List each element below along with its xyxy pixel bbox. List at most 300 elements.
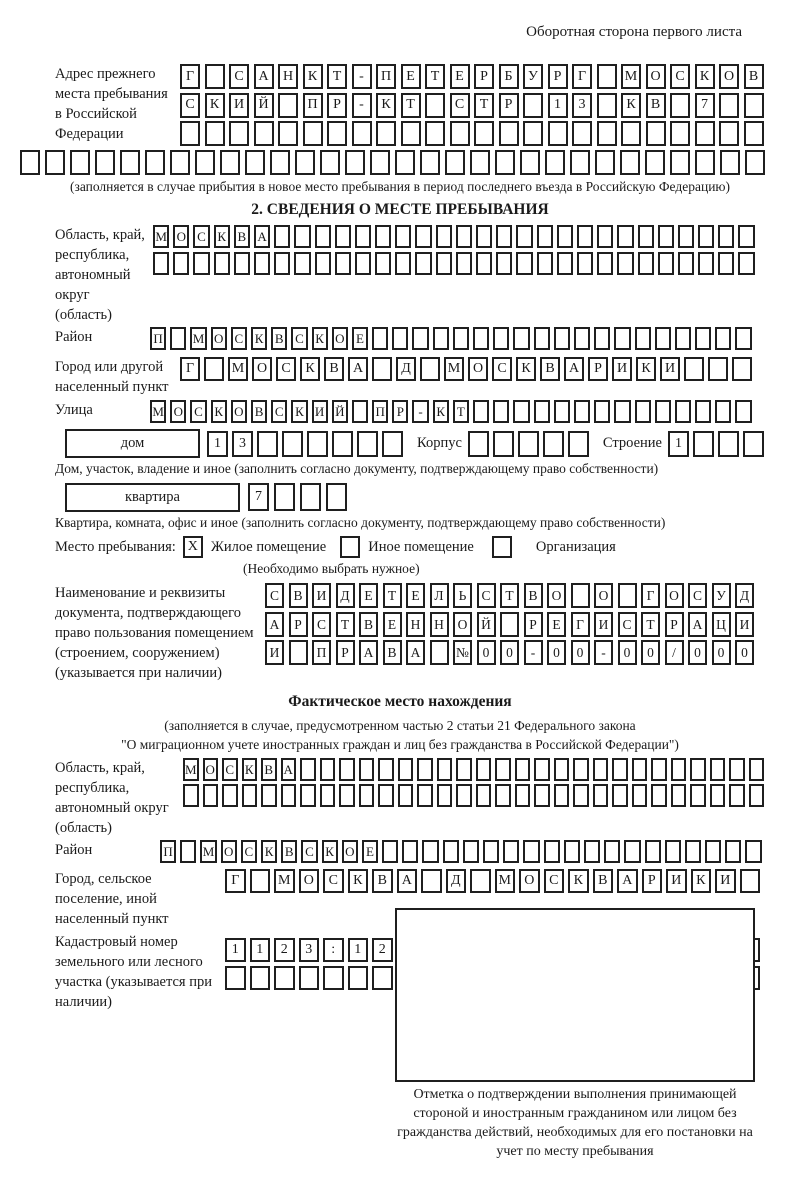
char-cell[interactable] <box>456 758 472 781</box>
char-cell[interactable] <box>638 252 654 275</box>
char-cell[interactable]: О <box>468 357 488 381</box>
char-cell[interactable] <box>430 640 449 665</box>
char-cell[interactable] <box>495 758 511 781</box>
char-cell[interactable]: О <box>252 357 272 381</box>
char-cell[interactable] <box>718 252 734 275</box>
char-cell[interactable]: Е <box>401 64 421 89</box>
char-cell[interactable] <box>690 758 706 781</box>
char-cell[interactable] <box>493 431 514 457</box>
char-cell[interactable] <box>436 225 452 248</box>
char-cell[interactable]: Й <box>332 400 348 423</box>
char-cell[interactable] <box>401 121 421 146</box>
char-cell[interactable] <box>554 400 570 423</box>
char-cell[interactable] <box>473 327 489 350</box>
char-cell[interactable] <box>205 121 225 146</box>
char-cell[interactable] <box>421 869 442 893</box>
char-cell[interactable]: Т <box>327 64 347 89</box>
char-cell[interactable] <box>332 431 353 457</box>
char-cell[interactable] <box>614 327 630 350</box>
char-cell[interactable] <box>729 784 745 807</box>
char-cell[interactable] <box>515 784 531 807</box>
char-cell[interactable] <box>299 966 320 990</box>
char-cell[interactable]: Д <box>396 357 416 381</box>
char-cell[interactable] <box>453 327 469 350</box>
char-cell[interactable]: В <box>261 758 277 781</box>
char-cell[interactable] <box>597 252 613 275</box>
char-cell[interactable] <box>595 150 615 175</box>
char-cell[interactable] <box>153 252 169 275</box>
char-cell[interactable] <box>572 121 592 146</box>
char-cell[interactable]: В <box>646 93 666 118</box>
char-cell[interactable] <box>516 252 532 275</box>
char-cell[interactable] <box>395 225 411 248</box>
char-cell[interactable] <box>450 121 470 146</box>
char-cell[interactable]: 0 <box>641 640 660 665</box>
char-cell[interactable]: С <box>670 64 690 89</box>
char-cell[interactable] <box>278 93 298 118</box>
char-cell[interactable] <box>420 357 440 381</box>
char-cell[interactable]: О <box>221 840 237 863</box>
char-cell[interactable] <box>425 93 445 118</box>
char-cell[interactable] <box>658 225 674 248</box>
char-cell[interactable] <box>573 784 589 807</box>
char-cell[interactable]: Ь <box>453 583 472 608</box>
char-cell[interactable]: 0 <box>500 640 519 665</box>
char-cell[interactable]: К <box>291 400 307 423</box>
char-cell[interactable]: К <box>303 64 323 89</box>
char-cell[interactable] <box>690 784 706 807</box>
char-cell[interactable] <box>339 758 355 781</box>
char-cell[interactable] <box>503 840 519 863</box>
char-cell[interactable] <box>420 150 440 175</box>
char-cell[interactable] <box>570 150 590 175</box>
char-cell[interactable]: Т <box>641 612 660 637</box>
char-cell[interactable] <box>300 483 321 511</box>
char-cell[interactable]: Н <box>406 612 425 637</box>
char-cell[interactable] <box>474 121 494 146</box>
char-cell[interactable] <box>534 784 550 807</box>
char-cell[interactable]: 3 <box>572 93 592 118</box>
char-cell[interactable] <box>425 121 445 146</box>
char-cell[interactable] <box>470 869 491 893</box>
char-cell[interactable]: О <box>665 583 684 608</box>
char-cell[interactable] <box>281 784 297 807</box>
char-cell[interactable]: 7 <box>248 483 269 511</box>
char-cell[interactable] <box>422 840 438 863</box>
char-cell[interactable]: К <box>205 93 225 118</box>
char-cell[interactable] <box>684 357 704 381</box>
char-cell[interactable] <box>632 758 648 781</box>
char-cell[interactable]: М <box>495 869 516 893</box>
char-cell[interactable]: О <box>519 869 540 893</box>
char-cell[interactable]: 0 <box>688 640 707 665</box>
char-cell[interactable]: К <box>691 869 712 893</box>
char-cell[interactable] <box>456 784 472 807</box>
char-cell[interactable] <box>257 431 278 457</box>
char-cell[interactable] <box>577 252 593 275</box>
char-cell[interactable] <box>632 784 648 807</box>
char-cell[interactable] <box>339 784 355 807</box>
char-cell[interactable]: С <box>180 93 200 118</box>
char-cell[interactable] <box>352 121 372 146</box>
char-cell[interactable] <box>719 121 739 146</box>
char-cell[interactable] <box>593 758 609 781</box>
char-cell[interactable] <box>749 758 765 781</box>
char-cell[interactable] <box>720 150 740 175</box>
char-cell[interactable] <box>655 400 671 423</box>
char-cell[interactable] <box>315 252 331 275</box>
char-cell[interactable] <box>735 400 751 423</box>
char-cell[interactable]: Е <box>362 840 378 863</box>
char-cell[interactable]: П <box>312 640 331 665</box>
char-cell[interactable] <box>548 121 568 146</box>
char-cell[interactable] <box>675 327 691 350</box>
char-cell[interactable]: В <box>251 400 267 423</box>
char-cell[interactable]: С <box>291 327 307 350</box>
char-cell[interactable]: 1 <box>225 938 246 962</box>
char-cell[interactable] <box>378 758 394 781</box>
char-cell[interactable]: А <box>406 640 425 665</box>
char-cell[interactable]: М <box>200 840 216 863</box>
char-cell[interactable]: П <box>150 327 166 350</box>
char-cell[interactable]: В <box>372 869 393 893</box>
char-cell[interactable] <box>545 150 565 175</box>
char-cell[interactable]: И <box>660 357 680 381</box>
char-cell[interactable] <box>270 150 290 175</box>
char-cell[interactable]: М <box>153 225 169 248</box>
char-cell[interactable]: С <box>477 583 496 608</box>
char-cell[interactable]: К <box>211 400 227 423</box>
char-cell[interactable]: С <box>450 93 470 118</box>
char-cell[interactable] <box>557 252 573 275</box>
char-cell[interactable] <box>496 225 512 248</box>
char-cell[interactable]: Е <box>359 583 378 608</box>
char-cell[interactable]: М <box>274 869 295 893</box>
char-cell[interactable]: 0 <box>712 640 731 665</box>
char-cell[interactable]: П <box>160 840 176 863</box>
char-cell[interactable] <box>658 252 674 275</box>
char-cell[interactable] <box>433 327 449 350</box>
char-cell[interactable] <box>476 252 492 275</box>
char-cell[interactable] <box>740 869 761 893</box>
char-cell[interactable] <box>544 840 560 863</box>
char-cell[interactable] <box>725 840 741 863</box>
char-cell[interactable] <box>718 431 739 457</box>
char-cell[interactable]: В <box>281 840 297 863</box>
char-cell[interactable]: - <box>412 400 428 423</box>
char-cell[interactable]: С <box>193 225 209 248</box>
char-cell[interactable] <box>335 225 351 248</box>
char-cell[interactable] <box>635 327 651 350</box>
char-cell[interactable]: Р <box>642 869 663 893</box>
char-cell[interactable] <box>710 784 726 807</box>
char-cell[interactable]: Е <box>383 612 402 637</box>
char-cell[interactable] <box>204 357 224 381</box>
char-cell[interactable] <box>698 225 714 248</box>
char-cell[interactable] <box>523 93 543 118</box>
char-cell[interactable] <box>289 640 308 665</box>
char-cell[interactable]: С <box>241 840 257 863</box>
char-cell[interactable] <box>620 150 640 175</box>
char-cell[interactable] <box>513 327 529 350</box>
char-cell[interactable]: Р <box>327 93 347 118</box>
char-cell[interactable]: О <box>170 400 186 423</box>
char-cell[interactable] <box>70 150 90 175</box>
char-cell[interactable] <box>203 784 219 807</box>
char-cell[interactable] <box>274 483 295 511</box>
char-cell[interactable] <box>645 840 661 863</box>
char-cell[interactable]: С <box>688 583 707 608</box>
char-cell[interactable] <box>323 966 344 990</box>
char-cell[interactable]: 2 <box>274 938 295 962</box>
char-cell[interactable] <box>574 327 590 350</box>
char-cell[interactable] <box>205 64 225 89</box>
char-cell[interactable] <box>651 758 667 781</box>
checkbox-inoe[interactable] <box>340 536 360 558</box>
char-cell[interactable]: Р <box>499 93 519 118</box>
char-cell[interactable] <box>705 840 721 863</box>
char-cell[interactable]: М <box>621 64 641 89</box>
char-cell[interactable]: 3 <box>232 431 253 457</box>
char-cell[interactable]: - <box>352 64 372 89</box>
char-cell[interactable] <box>315 225 331 248</box>
char-cell[interactable]: О <box>594 583 613 608</box>
char-cell[interactable]: Р <box>474 64 494 89</box>
char-cell[interactable] <box>543 431 564 457</box>
char-cell[interactable]: Е <box>352 327 368 350</box>
char-cell[interactable]: В <box>540 357 560 381</box>
char-cell[interactable]: Г <box>572 64 592 89</box>
char-cell[interactable] <box>278 121 298 146</box>
char-cell[interactable]: Г <box>225 869 246 893</box>
char-cell[interactable] <box>20 150 40 175</box>
char-cell[interactable]: Ц <box>712 612 731 637</box>
checkbox-zhiloe[interactable]: X <box>183 536 203 558</box>
char-cell[interactable]: К <box>621 93 641 118</box>
char-cell[interactable] <box>574 400 590 423</box>
char-cell[interactable] <box>554 327 570 350</box>
char-cell[interactable] <box>523 121 543 146</box>
char-cell[interactable]: О <box>231 400 247 423</box>
char-cell[interactable] <box>738 252 754 275</box>
char-cell[interactable]: К <box>376 93 396 118</box>
char-cell[interactable] <box>463 840 479 863</box>
char-cell[interactable]: С <box>222 758 238 781</box>
char-cell[interactable]: Т <box>401 93 421 118</box>
char-cell[interactable]: П <box>303 93 323 118</box>
char-cell[interactable] <box>245 150 265 175</box>
checkbox-organizacia[interactable] <box>492 536 512 558</box>
char-cell[interactable] <box>670 121 690 146</box>
char-cell[interactable]: В <box>271 327 287 350</box>
char-cell[interactable] <box>496 252 512 275</box>
char-cell[interactable]: К <box>322 840 338 863</box>
char-cell[interactable]: В <box>524 583 543 608</box>
char-cell[interactable]: А <box>254 225 270 248</box>
char-cell[interactable]: С <box>492 357 512 381</box>
char-cell[interactable] <box>621 121 641 146</box>
char-cell[interactable] <box>250 869 271 893</box>
char-cell[interactable]: 1 <box>250 938 271 962</box>
char-cell[interactable]: М <box>150 400 166 423</box>
char-cell[interactable]: П <box>376 64 396 89</box>
char-cell[interactable] <box>554 784 570 807</box>
char-cell[interactable] <box>476 225 492 248</box>
char-cell[interactable]: Н <box>278 64 298 89</box>
char-cell[interactable]: Р <box>289 612 308 637</box>
char-cell[interactable]: С <box>618 612 637 637</box>
char-cell[interactable]: С <box>312 612 331 637</box>
char-cell[interactable]: С <box>271 400 287 423</box>
char-cell[interactable] <box>335 252 351 275</box>
char-cell[interactable]: Р <box>392 400 408 423</box>
char-cell[interactable] <box>638 225 654 248</box>
char-cell[interactable] <box>604 840 620 863</box>
char-cell[interactable] <box>357 431 378 457</box>
char-cell[interactable]: К <box>312 327 328 350</box>
char-cell[interactable] <box>234 252 250 275</box>
char-cell[interactable] <box>594 327 610 350</box>
char-cell[interactable]: К <box>433 400 449 423</box>
char-cell[interactable] <box>307 431 328 457</box>
char-cell[interactable] <box>670 150 690 175</box>
char-cell[interactable] <box>300 784 316 807</box>
char-cell[interactable] <box>274 252 290 275</box>
char-cell[interactable] <box>573 758 589 781</box>
char-cell[interactable] <box>493 327 509 350</box>
char-cell[interactable] <box>534 400 550 423</box>
char-cell[interactable]: К <box>695 64 715 89</box>
char-cell[interactable] <box>568 431 589 457</box>
char-cell[interactable]: И <box>265 640 284 665</box>
char-cell[interactable]: П <box>372 400 388 423</box>
char-cell[interactable] <box>443 840 459 863</box>
char-cell[interactable] <box>214 252 230 275</box>
char-cell[interactable] <box>612 758 628 781</box>
char-cell[interactable] <box>715 400 731 423</box>
char-cell[interactable] <box>375 225 391 248</box>
char-cell[interactable] <box>520 150 540 175</box>
char-cell[interactable] <box>261 784 277 807</box>
char-cell[interactable] <box>518 431 539 457</box>
char-cell[interactable] <box>646 121 666 146</box>
char-cell[interactable] <box>145 150 165 175</box>
char-cell[interactable] <box>436 252 452 275</box>
char-cell[interactable] <box>675 400 691 423</box>
char-cell[interactable] <box>534 758 550 781</box>
char-cell[interactable] <box>597 225 613 248</box>
char-cell[interactable]: И <box>666 869 687 893</box>
char-cell[interactable] <box>370 150 390 175</box>
char-cell[interactable] <box>617 252 633 275</box>
char-cell[interactable] <box>499 121 519 146</box>
char-cell[interactable] <box>282 431 303 457</box>
char-cell[interactable] <box>456 225 472 248</box>
char-cell[interactable] <box>571 583 590 608</box>
char-cell[interactable] <box>180 121 200 146</box>
char-cell[interactable] <box>493 400 509 423</box>
char-cell[interactable]: № <box>453 640 472 665</box>
char-cell[interactable]: Й <box>254 93 274 118</box>
char-cell[interactable]: О <box>173 225 189 248</box>
char-cell[interactable] <box>300 758 316 781</box>
char-cell[interactable]: В <box>234 225 250 248</box>
char-cell[interactable]: И <box>594 612 613 637</box>
char-cell[interactable] <box>395 150 415 175</box>
char-cell[interactable] <box>193 252 209 275</box>
char-cell[interactable] <box>327 121 347 146</box>
char-cell[interactable]: С <box>544 869 565 893</box>
char-cell[interactable] <box>695 327 711 350</box>
char-cell[interactable] <box>732 357 752 381</box>
char-cell[interactable]: Р <box>524 612 543 637</box>
char-cell[interactable] <box>523 840 539 863</box>
char-cell[interactable]: Е <box>547 612 566 637</box>
char-cell[interactable] <box>359 758 375 781</box>
char-cell[interactable] <box>597 121 617 146</box>
char-cell[interactable]: К <box>251 327 267 350</box>
char-cell[interactable]: К <box>348 869 369 893</box>
char-cell[interactable]: Т <box>453 400 469 423</box>
char-cell[interactable] <box>294 252 310 275</box>
char-cell[interactable]: К <box>516 357 536 381</box>
char-cell[interactable]: Г <box>571 612 590 637</box>
char-cell[interactable]: Е <box>406 583 425 608</box>
char-cell[interactable]: М <box>190 327 206 350</box>
char-cell[interactable] <box>537 225 553 248</box>
char-cell[interactable]: Д <box>446 869 467 893</box>
char-cell[interactable]: А <box>397 869 418 893</box>
char-cell[interactable] <box>355 252 371 275</box>
char-cell[interactable]: Л <box>430 583 449 608</box>
char-cell[interactable]: Т <box>425 64 445 89</box>
char-cell[interactable]: 1 <box>548 93 568 118</box>
char-cell[interactable] <box>352 400 368 423</box>
char-cell[interactable]: У <box>523 64 543 89</box>
char-cell[interactable] <box>671 784 687 807</box>
char-cell[interactable] <box>594 400 610 423</box>
char-cell[interactable]: Н <box>430 612 449 637</box>
char-cell[interactable]: В <box>324 357 344 381</box>
char-cell[interactable]: 1 <box>668 431 689 457</box>
char-cell[interactable] <box>392 327 408 350</box>
char-cell[interactable] <box>516 225 532 248</box>
char-cell[interactable]: - <box>594 640 613 665</box>
char-cell[interactable]: С <box>190 400 206 423</box>
char-cell[interactable]: / <box>665 640 684 665</box>
char-cell[interactable] <box>183 784 199 807</box>
char-cell[interactable] <box>395 252 411 275</box>
char-cell[interactable] <box>678 225 694 248</box>
char-cell[interactable]: О <box>719 64 739 89</box>
char-cell[interactable] <box>320 758 336 781</box>
char-cell[interactable]: М <box>228 357 248 381</box>
char-cell[interactable] <box>415 252 431 275</box>
char-cell[interactable]: А <box>281 758 297 781</box>
char-cell[interactable]: А <box>254 64 274 89</box>
char-cell[interactable]: Р <box>336 640 355 665</box>
char-cell[interactable] <box>597 64 617 89</box>
char-cell[interactable] <box>744 93 764 118</box>
char-cell[interactable] <box>415 225 431 248</box>
char-cell[interactable] <box>618 583 637 608</box>
char-cell[interactable]: К <box>261 840 277 863</box>
char-cell[interactable]: С <box>265 583 284 608</box>
char-cell[interactable] <box>195 150 215 175</box>
char-cell[interactable] <box>483 840 499 863</box>
char-cell[interactable] <box>617 225 633 248</box>
char-cell[interactable] <box>398 784 414 807</box>
